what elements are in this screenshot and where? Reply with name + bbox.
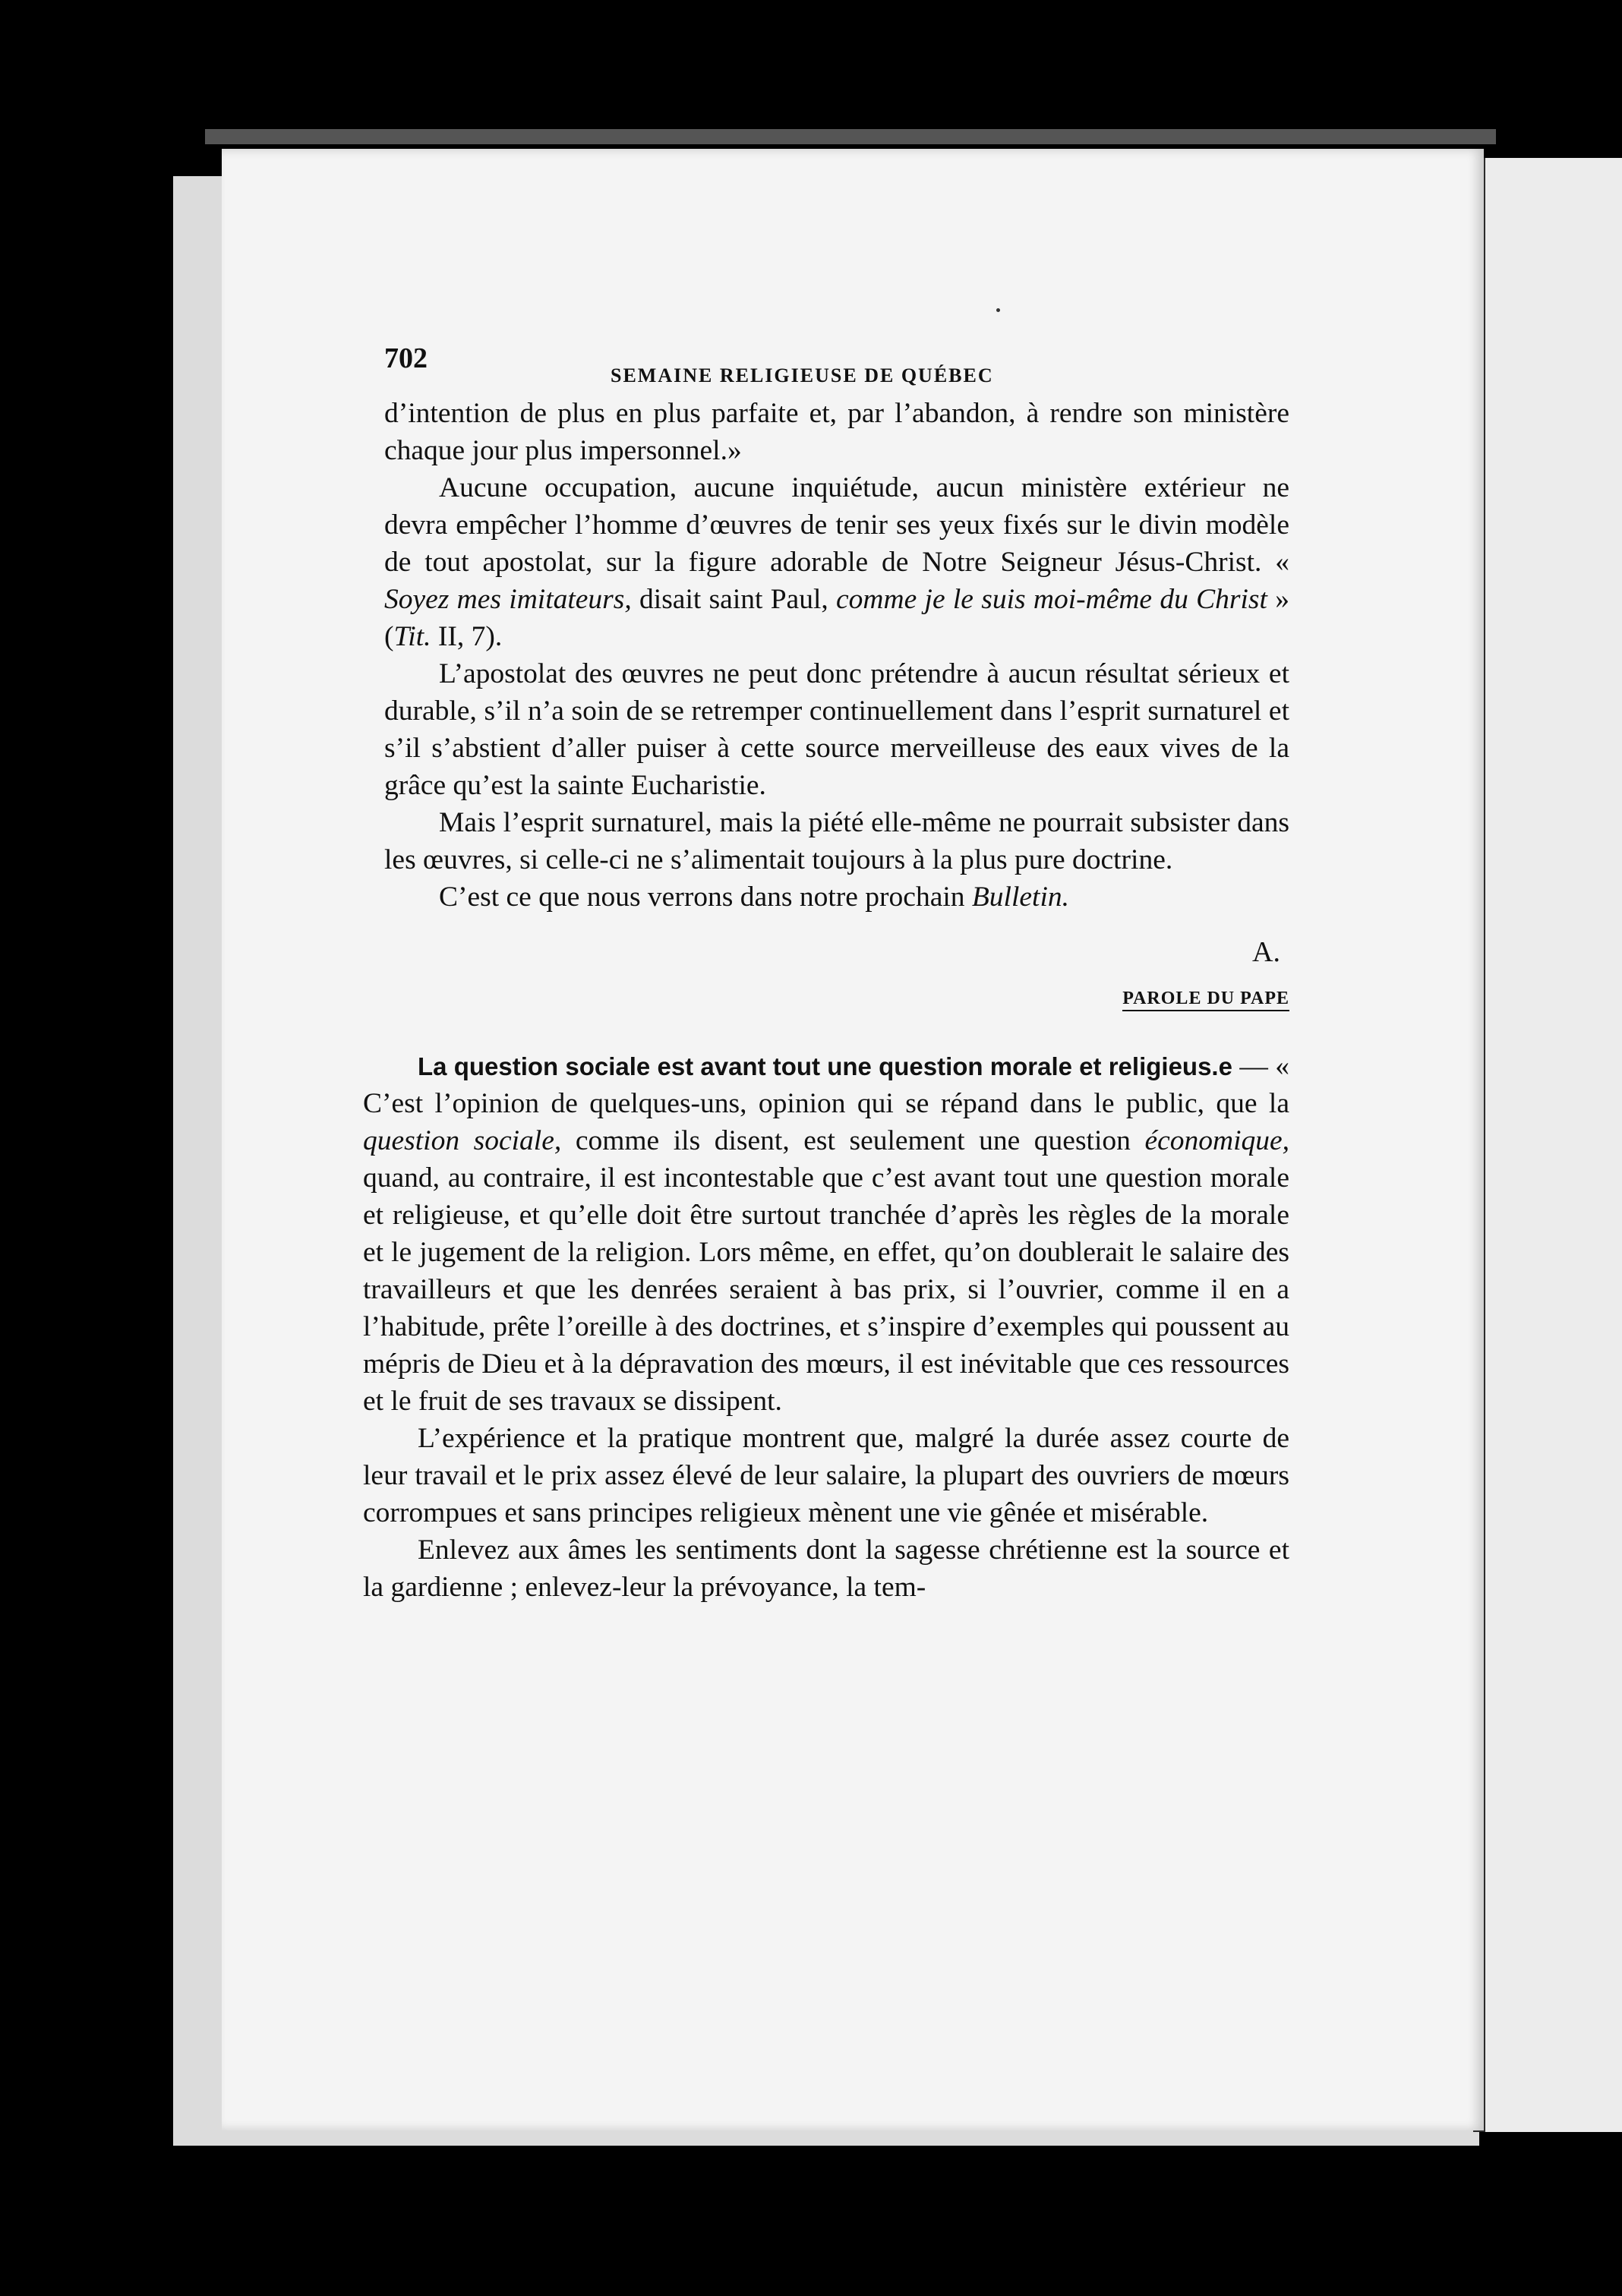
paragraph: L’expérience et la pratique montrent que, malgré la durée assez courte de leur travail et le prix assez élevé de leur salaire, la plupart des ouvriers de mœurs corrompues et sans principes religieux mènent une vie gênée et misérable. bbox=[363, 1423, 1289, 1528]
page-text bbox=[363, 340, 1289, 1606]
section-title: PAROLE DU PAPE bbox=[363, 980, 1289, 1017]
page-header bbox=[363, 340, 1289, 395]
paragraph: Mais l’esprit surnaturel, mais la piété elle-même ne pourrait subsister dans les œuvres, si celle-ci ne s’alimentait toujours à la plus pure doctrine. bbox=[384, 807, 1289, 875]
paragraph: La question sociale est avant tout une question morale et religieus.e — « C’est l’opinion de quelques-uns, opinion qui se répand dans le public, que la question sociale, comme ils disent, est seulement une question économique, quand, au contraire, il est incontestable que c’est avant tout une question morale et religieuse, et qu’elle doit être surtout tranchée d’après les règles de la morale et le jugement de la religion. Lors même, en effet, qu’on doublerait le salaire des travailleurs et que les denrées seraient à bas prix, si l’ouvrier, comme il en a l’habitude, prête l’oreille à des doctrines, et s’inspire d’exemples qui poussent au mépris de Dieu et à la dépravation des mœurs, il est inévitable que ces ressources et le fruit de ses travaux se dissipent. bbox=[363, 1051, 1290, 1417]
facing-page bbox=[1473, 158, 1622, 2132]
paragraph: C’est ce que nous verrons dans notre prochain Bulletin. bbox=[439, 882, 1069, 913]
page-number: 702 bbox=[384, 342, 428, 374]
book-edge-top bbox=[205, 129, 1496, 144]
signature: A. bbox=[1252, 936, 1280, 968]
paragraph: Aucune occupation, aucune inquiétude, aucun ministère extérieur ne devra empêcher l’homme d’œuvres de tenir ses yeux fixés sur le divin modèle de tout apostolat, sur la figure adorable de Notre Seigneur Jésus-Christ. « Soyez mes imitateurs, disait saint Paul, comme je le suis moi-même du Christ » (Tit. II, 7). bbox=[384, 472, 1289, 652]
paragraph: d’intention de plus en plus parfaite et, par l’abandon, à rendre son ministère chaque jour plus impersonnel.» bbox=[384, 398, 1289, 466]
running-title: SEMAINE RELIGIEUSE DE QUÉBEC bbox=[611, 364, 994, 386]
lead-title: La question sociale est avant tout une question morale et religieus.e bbox=[418, 1052, 1232, 1080]
dust-speck bbox=[996, 308, 1000, 312]
paragraph: L’apostolat des œuvres ne peut donc prétendre à aucun résultat sérieux et durable, s’il n’a soin de se retremper continuellement dans l’esprit surnaturel et s’il s’abstient d’aller puiser à cette source merveilleuse des eaux vives de la grâce qu’est la sainte Eucharistie. bbox=[384, 658, 1289, 801]
paragraph: Enlevez aux âmes les sentiments dont la sagesse chrétienne est la source et la gardienne ; enlevez-leur la prévoyance, la tem- bbox=[363, 1534, 1289, 1603]
